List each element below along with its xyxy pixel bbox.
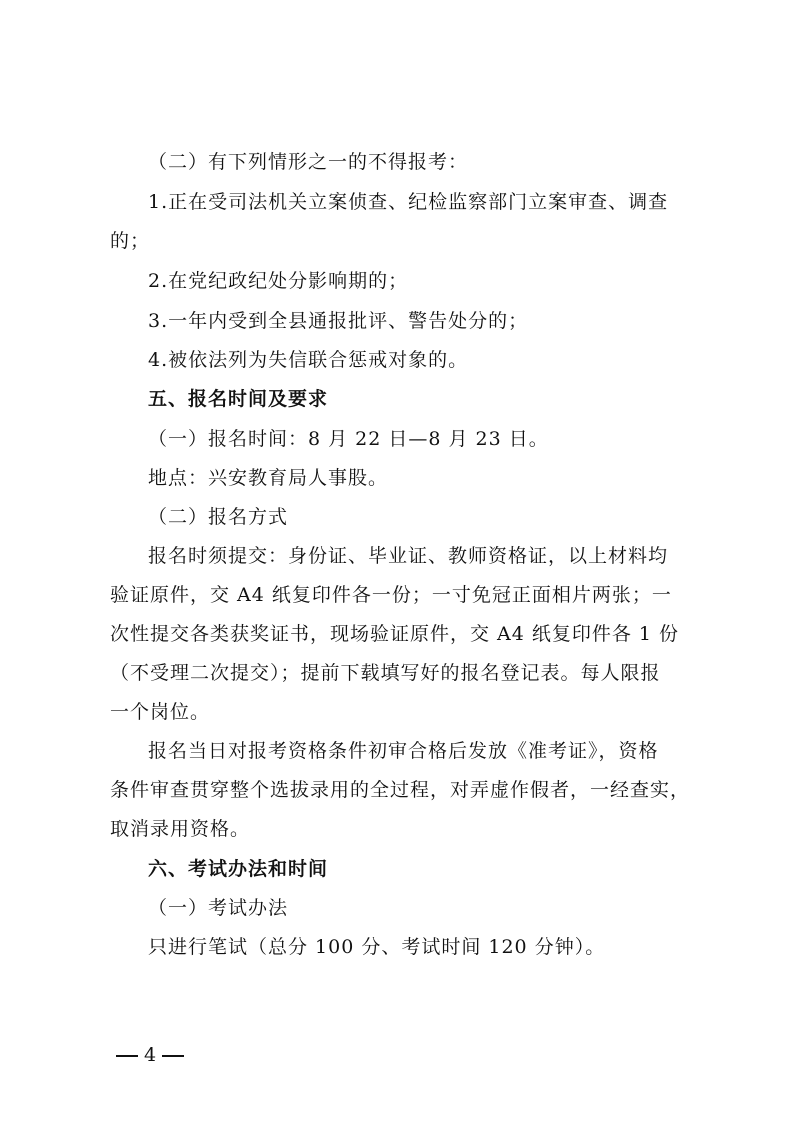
paragraph-line: 地点：兴安教育局人事股。 [148,467,389,489]
subsection-heading-exam-method: （一）考试办法 [148,897,289,919]
section-heading-exam: 六、考试办法和时间 [148,858,329,880]
paragraph-line: 4.被依法列为失信联合惩戒对象的。 [148,349,469,371]
paragraph-line: （一）报名时间：8 月 22 日—8 月 23 日。 [148,428,549,450]
paragraph-line: 只进行笔试（总分 100 分、考试时间 120 分钟）。 [148,936,606,958]
paragraph-line: 条件审查贯穿整个选拔录用的全过程，对弄虚作假者，一经查实， [110,779,691,801]
section-heading-registration: 五、报名时间及要求 [148,388,329,410]
subsection-heading-disqualification: （二）有下列情形之一的不得报考： [148,151,469,173]
footer-dash-right [162,1055,184,1057]
subsection-heading-method: （二）报名方式 [148,506,289,528]
paragraph-line: 验证原件，交 A4 纸复印件各一份；一寸免冠正面相片两张；一 [110,584,672,606]
paragraph-line: 1.正在受司法机关立案侦查、纪检监察部门立案审查、调查 [148,191,669,213]
paragraph-line: 取消录用资格。 [110,818,251,840]
paragraph-line: 2.在党纪政纪处分影响期的； [148,270,409,292]
paragraph-line: 的； [110,230,151,252]
paragraph-line: 3.一年内受到全县通报批评、警告处分的； [148,310,529,332]
footer-dash-left [116,1055,138,1057]
paragraph-line: 次性提交各类获奖证书，现场验证原件，交 A4 纸复印件各 1 份 [110,623,680,645]
page-number: 4 [144,1044,157,1066]
page-footer [110,1043,190,1067]
paragraph-line: 报名当日对报考资格条件初审合格后发放《准考证》，资格 [148,740,659,762]
paragraph-line: 一个岗位。 [110,701,211,723]
paragraph-line: （不受理二次提交）；提前下载填写好的报名登记表。每人限报 [110,662,661,684]
paragraph-line: 报名时须提交：身份证、毕业证、教师资格证，以上材料均 [148,545,669,567]
